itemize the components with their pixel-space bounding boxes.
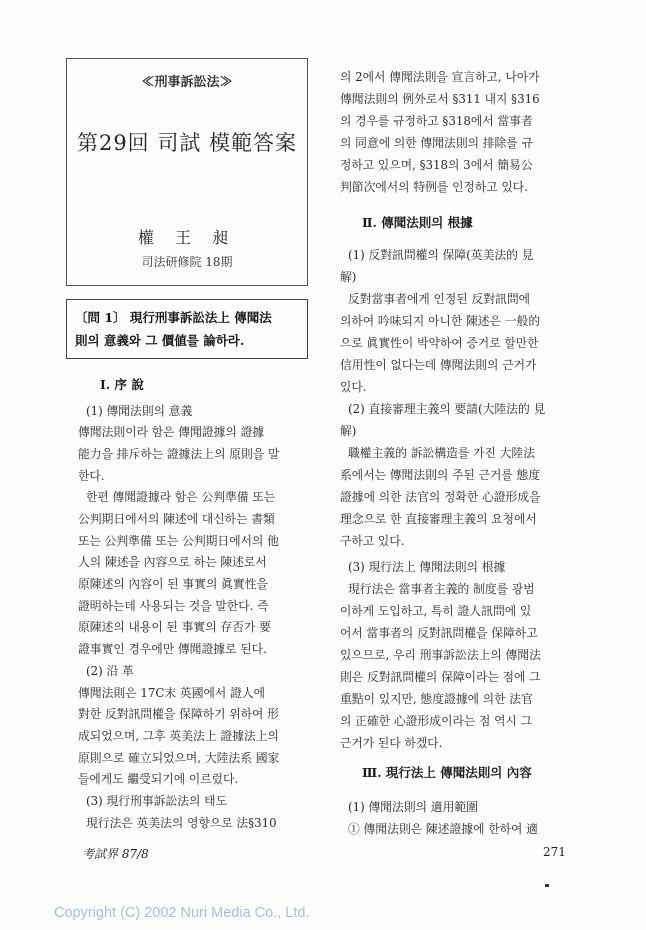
text-line: 解) [340, 424, 357, 438]
text-line: 證明하는데 사용되는 것을 말한다. 즉 [78, 599, 269, 613]
text-line: 理念으로 한 直接審理主義의 요청에서 [340, 512, 537, 526]
text-line: 傳聞法則이라 함은 傳聞證據의 證據 [78, 425, 265, 439]
exam-title: 第29回 司試 模範答案 [76, 131, 298, 155]
copyright-watermark: Copyright (C) 2002 Nuri Media Co., Ltd. [54, 905, 310, 921]
text-line: 重點이 있지만, 態度證據에 의한 法官 [340, 692, 533, 706]
text-line: (1) 傳聞法則의 意義 [86, 404, 193, 418]
text-line: 現行法은 英美法의 영향으로 法§310 [86, 816, 277, 830]
text-line: 한다. [78, 469, 105, 483]
text-line: (2) 直接審理主義의 要請(大陸法的 見 [348, 402, 546, 416]
text-line: 의 2에서 傳聞法則을 宣言하고, 나아가 [340, 70, 540, 84]
text-line: 解) [340, 270, 357, 284]
text-line: 原陳述의 內容이 된 事實의 眞實性을 [78, 577, 268, 591]
text-line: 근거가 된다 하겠다. [340, 736, 443, 750]
text-line: 이하게 도입하고, 특히 證人訊問에 있 [340, 604, 532, 618]
text-line: 어서 當事者의 反對訊問權을 保障하고 [340, 626, 538, 640]
text-line: 系에서는 傳聞法則의 주된 근거를 態度 [340, 468, 541, 482]
text-line: 成되었으며, 그후 英美法上 證據法上의 [78, 729, 279, 743]
section-heading: Ⅱ. 傳聞法則의 根據 [362, 215, 473, 230]
text-line: 傳聞法則은 17C末 英國에서 證人에 [78, 686, 266, 700]
journal-issue: 考試界 87/8 [82, 847, 149, 861]
text-line: 證據에 의한 法官의 정확한 心證形成을 [340, 490, 541, 504]
section-heading: Ⅰ. 序 說 [100, 377, 144, 392]
text-line: 能力을 排斥하는 證據法上의 原則을 말 [78, 447, 280, 461]
text-line: (3) 現行刑事訴訟法의 태도 [86, 794, 227, 808]
text-line: 現行法은 當事者主義的 制度를 광범 [348, 582, 535, 596]
text-line: ① 傳聞法則은 陳述證據에 한하여 適 [348, 822, 538, 836]
text-line: 있으므로, 우리 刑事訴訟法上의 傳聞法 [340, 648, 541, 662]
text-line: 信用性이 없다는데 傳聞法則의 근거가 [340, 358, 537, 372]
text-line: 原陳述의 내용이 된 事實의 存否가 要 [78, 620, 271, 634]
text-line: 정하고 있으며, §318의 3에서 簡易公 [340, 158, 533, 172]
text-line: (2) 沿 革 [86, 664, 134, 678]
text-line: 구하고 있다. [340, 534, 405, 548]
text-line: 原則으로 確立되었으며, 大陸法系 國家 [78, 751, 280, 765]
text-line: 한편 傳聞證據라 함은 公判準備 또는 [86, 490, 276, 504]
text-line: 들에게도 繼受되기에 이르렀다. [78, 772, 239, 786]
section-heading: Ⅲ. 現行法上 傳聞法則의 內容 [362, 765, 532, 780]
text-line: 傳聞法則의 例外로서 §311 내지 §316 [340, 92, 540, 106]
author-affiliation: 司法研修院 18期 [141, 255, 233, 269]
text-line: 으로 眞實性이 박약하여 증거로 할만한 [340, 336, 539, 350]
text-line: 則은 反對訊問權의 保障이라는 점에 그 [340, 670, 541, 684]
question-box [66, 299, 308, 359]
text-line: 의 正確한 心證形成이라는 점 역시 그 [340, 714, 533, 728]
text-line: 또는 公判準備 또는 公判期日에서의 他 [78, 534, 279, 548]
text-line: 의하여 吟味되지 아니한 陳述은 一般的 [340, 314, 541, 328]
text-line: 反對當事者에게 인정된 反對訊問에 [348, 292, 531, 306]
text-line: 職權主義的 訴訟構造를 가진 大陸法 [348, 446, 536, 460]
text-line: 公判期日에서의 陳述에 대신하는 書類 [78, 512, 275, 526]
text-line: 證事實인 경우에만 傳聞證據로 된다. [78, 642, 267, 656]
page-number: 271 [543, 845, 566, 859]
author-name: 權 王 昶 [137, 228, 237, 247]
text-line: (3) 現行法上 傳聞法則의 根據 [348, 560, 506, 574]
text-line: (1) 傳聞法則의 適用範圍 [348, 800, 478, 814]
text-line: (1) 反對訊問權의 保障(英美法的 見 [348, 248, 534, 262]
text-line: 人의 陳述을 內容으로 하는 陳述로서 [78, 555, 267, 569]
article-title-box [66, 58, 308, 286]
question-line: 則의 意義와 그 價値를 論하라. [75, 333, 245, 348]
text-line: 의 경우를 규정하고 §318에서 當事者 [340, 114, 533, 128]
text-line: 있다. [340, 380, 367, 394]
subject-label: ≪刑事訴訟法≫ [141, 75, 233, 90]
question-line: 〔問 1〕 現行刑事訴訟法上 傳聞法 [75, 310, 272, 325]
text-line: 의 同意에 의한 傳聞法則의 排除를 규 [340, 136, 533, 150]
print-mark [545, 884, 549, 887]
text-line: 對한 反對訊問權을 保障하기 위하여 形 [78, 707, 279, 721]
text-line: 判節次에서의 特例를 인정하고 있다. [340, 180, 528, 194]
